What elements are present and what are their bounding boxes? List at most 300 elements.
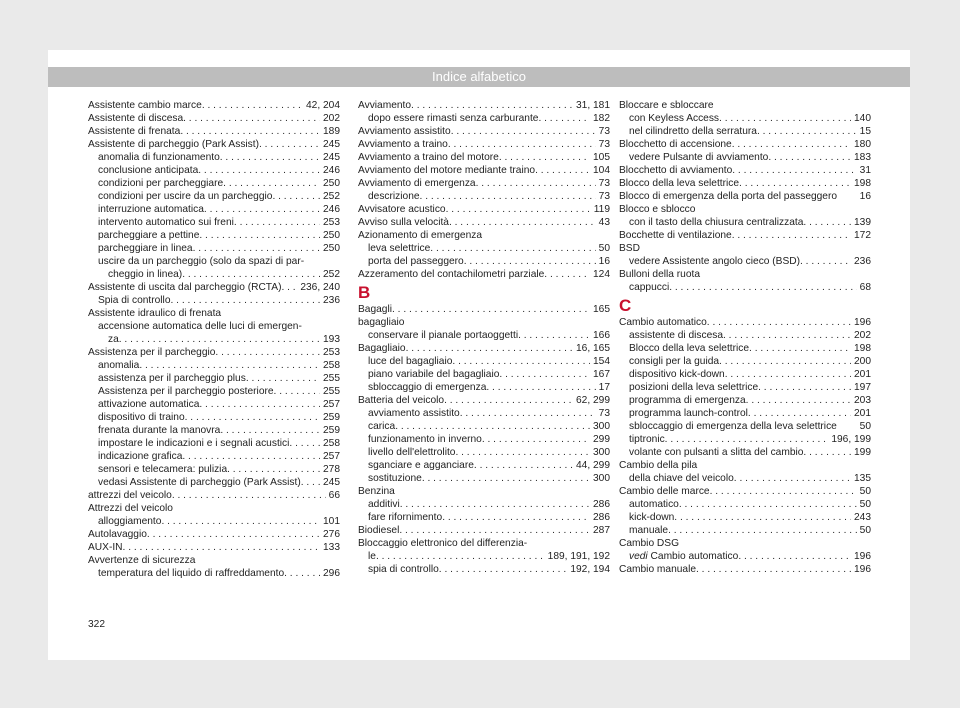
page-number: 322 bbox=[88, 619, 105, 630]
index-subentry bbox=[619, 407, 871, 420]
entry-text: Spia di controllo bbox=[98, 295, 171, 306]
index-subentry bbox=[619, 381, 871, 394]
entry-pages: 189, 191, 192 bbox=[547, 551, 610, 562]
dot-leader bbox=[679, 498, 857, 511]
entry-text: attivazione automatica bbox=[98, 399, 200, 410]
index-subentry bbox=[619, 355, 871, 368]
entry-pages: 167 bbox=[593, 369, 610, 380]
entry-pages: 287 bbox=[593, 525, 610, 536]
dot-leader bbox=[837, 420, 857, 433]
index-subentry bbox=[88, 372, 340, 385]
entry-label: Cambio automatico bbox=[650, 551, 739, 562]
entry-pages bbox=[607, 316, 610, 329]
dot-leader bbox=[803, 216, 851, 229]
dot-leader bbox=[220, 151, 320, 164]
dot-leader bbox=[173, 502, 337, 515]
entry-text: frenata durante la manovra bbox=[98, 425, 221, 436]
entry-pages: 199 bbox=[854, 447, 871, 458]
dot-leader bbox=[732, 164, 856, 177]
index-entry bbox=[358, 229, 610, 242]
entry-text: uscire da un parcheggio (solo da spazi di par- bbox=[98, 256, 305, 267]
dot-leader bbox=[448, 138, 596, 151]
dot-leader bbox=[732, 138, 851, 151]
index-subentry bbox=[619, 433, 871, 446]
index-subentry bbox=[358, 550, 610, 563]
entry-text: Avviamento di emergenza bbox=[358, 178, 476, 189]
dot-leader bbox=[734, 472, 851, 485]
entry-pages: 286 bbox=[593, 512, 610, 523]
entry-pages: 192, 194 bbox=[570, 564, 610, 575]
dot-leader bbox=[452, 355, 590, 368]
dot-leader bbox=[499, 368, 590, 381]
entry-pages: 105 bbox=[593, 152, 610, 163]
index-entry bbox=[619, 459, 871, 472]
dot-leader bbox=[259, 138, 320, 151]
entry-text: AUX-IN bbox=[88, 542, 123, 553]
dot-leader bbox=[420, 190, 596, 203]
index-entry bbox=[619, 268, 871, 281]
dot-leader bbox=[289, 437, 320, 450]
dot-leader bbox=[234, 216, 320, 229]
entry-pages: 50 bbox=[859, 486, 871, 497]
index-entry bbox=[358, 303, 610, 316]
dot-leader bbox=[538, 112, 590, 125]
entry-text: conservare il pianale portaoggetti bbox=[368, 330, 519, 341]
entry-text: tiptronic bbox=[629, 434, 665, 445]
entry-text: additivi bbox=[368, 499, 400, 510]
index-entry bbox=[619, 242, 871, 255]
index-subentry bbox=[88, 385, 340, 398]
entry-text: temperatura del liquido di raffreddamento bbox=[98, 568, 285, 579]
page-header: Indice alfabetico bbox=[48, 67, 910, 87]
entry-text: Avvisatore acustico bbox=[358, 204, 446, 215]
dot-leader bbox=[668, 524, 857, 537]
entry-text: Bloccare e sbloccare bbox=[619, 100, 714, 111]
dot-leader bbox=[123, 541, 320, 554]
index-subentry bbox=[88, 450, 340, 463]
entry-pages: 31 bbox=[859, 165, 871, 176]
entry-pages: 15 bbox=[859, 126, 871, 137]
entry-pages: 259 bbox=[323, 425, 340, 436]
entry-pages: 253 bbox=[323, 217, 340, 228]
index-subentry bbox=[358, 498, 610, 511]
dot-leader bbox=[246, 372, 320, 385]
dot-leader bbox=[460, 407, 596, 420]
dot-leader bbox=[640, 242, 868, 255]
dot-leader bbox=[499, 151, 590, 164]
entry-text: Blocchetto di avviamento bbox=[619, 165, 733, 176]
entry-pages: 246 bbox=[323, 165, 340, 176]
entry-text: vedere Assistente angolo cieco (BSD) bbox=[629, 256, 801, 267]
entry-text: sbloccaggio di emergenza della leva selettrice bbox=[629, 421, 837, 432]
dot-leader bbox=[430, 242, 595, 255]
entry-text: Bloccaggio elettronico del differenzia- bbox=[358, 538, 528, 549]
entry-pages: 257 bbox=[323, 399, 340, 410]
dot-leader bbox=[725, 368, 851, 381]
index-entry bbox=[88, 281, 340, 294]
index-subentry bbox=[358, 407, 610, 420]
entry-text: impostare le indicazioni e i segnali acustici bbox=[98, 438, 290, 449]
entry-pages: 31, 181 bbox=[576, 100, 610, 111]
index-subentry bbox=[88, 333, 340, 346]
index-subentry bbox=[88, 411, 340, 424]
entry-pages: 198 bbox=[854, 178, 871, 189]
entry-text: Avviamento assistito bbox=[358, 126, 451, 137]
entry-pages: 300 bbox=[593, 447, 610, 458]
entry-text: automatico bbox=[629, 499, 679, 510]
entry-pages bbox=[607, 229, 610, 242]
index-subentry bbox=[358, 242, 610, 255]
dot-leader bbox=[739, 177, 851, 190]
dot-leader bbox=[527, 537, 607, 550]
index-entry bbox=[619, 537, 871, 550]
entry-text: funzionamento in inverno bbox=[368, 434, 482, 445]
dot-leader bbox=[221, 307, 337, 320]
entry-pages: 198 bbox=[854, 343, 871, 354]
entry-text: Cambio manuale bbox=[619, 564, 697, 575]
entry-pages: 296 bbox=[323, 568, 340, 579]
dot-leader bbox=[518, 329, 590, 342]
index-subentry bbox=[88, 151, 340, 164]
dot-leader bbox=[486, 381, 595, 394]
dot-leader bbox=[482, 229, 607, 242]
entry-pages: 50 bbox=[859, 499, 871, 510]
dot-leader bbox=[748, 407, 851, 420]
index-subentry bbox=[619, 342, 871, 355]
index-subentry bbox=[358, 459, 610, 472]
entry-pages: 299 bbox=[593, 434, 610, 445]
index-entry bbox=[358, 125, 610, 138]
dot-leader bbox=[404, 316, 607, 329]
dot-leader bbox=[284, 567, 320, 580]
entry-pages: 62, 299 bbox=[576, 395, 610, 406]
dot-leader bbox=[182, 450, 320, 463]
index-subentry bbox=[358, 420, 610, 433]
section-letter: B bbox=[358, 283, 371, 302]
index-entry bbox=[358, 177, 610, 190]
entry-text: manuale bbox=[629, 525, 669, 536]
dot-leader bbox=[732, 229, 851, 242]
entry-pages: 255 bbox=[323, 386, 340, 397]
entry-text: Cambio DSG bbox=[619, 538, 680, 549]
dot-leader bbox=[411, 99, 573, 112]
dot-leader bbox=[185, 411, 320, 424]
entry-pages bbox=[607, 485, 610, 498]
index-entry bbox=[88, 489, 340, 502]
entry-text: dispositivo di traino bbox=[98, 412, 185, 423]
index-subentry bbox=[88, 424, 340, 437]
entry-pages: 139 bbox=[854, 217, 871, 228]
entry-text: spia di controllo bbox=[368, 564, 439, 575]
index-entry bbox=[619, 177, 871, 190]
dot-leader bbox=[669, 281, 856, 294]
index-subentry bbox=[358, 112, 610, 125]
entry-text: Avviso sulla velocità bbox=[358, 217, 449, 228]
index-entry bbox=[358, 537, 610, 550]
entry-pages: 193 bbox=[323, 334, 340, 345]
dot-leader bbox=[714, 99, 868, 112]
entry-text: Bagagli bbox=[358, 304, 392, 315]
entry-pages: 196, 199 bbox=[831, 434, 871, 445]
index-subentry bbox=[358, 511, 610, 524]
entry-pages: 166 bbox=[593, 330, 610, 341]
entry-text: della chiave del veicolo bbox=[629, 473, 734, 484]
dot-leader bbox=[679, 537, 868, 550]
index-subentry bbox=[619, 329, 871, 342]
dot-leader bbox=[476, 177, 596, 190]
index-subentry bbox=[88, 476, 340, 489]
entry-text: Autolavaggio bbox=[88, 529, 147, 540]
entry-text: condizioni per uscire da un parcheggio bbox=[98, 191, 273, 202]
entry-text: alloggiamento bbox=[98, 516, 162, 527]
dot-leader bbox=[719, 112, 851, 125]
dot-leader bbox=[695, 203, 868, 216]
dot-leader bbox=[482, 433, 590, 446]
entry-pages: 16 bbox=[598, 256, 610, 267]
dot-leader bbox=[738, 550, 851, 563]
entry-pages: 180 bbox=[854, 139, 871, 150]
index-subentry bbox=[88, 203, 340, 216]
entry-pages: 101 bbox=[323, 516, 340, 527]
dot-leader bbox=[455, 446, 590, 459]
entry-pages bbox=[868, 537, 871, 550]
index-subentry bbox=[88, 268, 340, 281]
index-subentry bbox=[619, 446, 871, 459]
entry-text: Blocco e sblocco bbox=[619, 204, 696, 215]
entry-text: piano variabile del bagagliaio bbox=[368, 369, 500, 380]
entry-pages: 133 bbox=[323, 542, 340, 553]
index-entry bbox=[619, 99, 871, 112]
dot-leader bbox=[446, 203, 591, 216]
entry-text: Assistente di uscita dal parcheggio (RCTA) bbox=[88, 282, 282, 293]
entry-pages: 196 bbox=[854, 551, 871, 562]
entry-pages: 16 bbox=[859, 191, 871, 202]
index-subentry bbox=[88, 398, 340, 411]
entry-pages: 245 bbox=[323, 139, 340, 150]
entry-pages: 203 bbox=[854, 395, 871, 406]
dot-leader bbox=[395, 420, 590, 433]
entry-text: Avvertenze di sicurezza bbox=[88, 555, 196, 566]
entry-pages: 300 bbox=[593, 473, 610, 484]
entry-pages bbox=[607, 537, 610, 550]
entry-pages: 200 bbox=[854, 356, 871, 367]
entry-text: Blocchetto di accensione bbox=[619, 139, 732, 150]
index-subentry bbox=[88, 294, 340, 307]
entry-text: sganciare e agganciare bbox=[368, 460, 474, 471]
entry-pages: 73 bbox=[598, 139, 610, 150]
entry-text: fare rifornimento bbox=[368, 512, 443, 523]
entry-pages: 50 bbox=[859, 421, 871, 432]
dot-leader bbox=[442, 511, 590, 524]
entry-text: avviamento assistito bbox=[368, 408, 460, 419]
index-entry bbox=[88, 528, 340, 541]
index-entry bbox=[358, 151, 610, 164]
entry-text: Cambio delle marce bbox=[619, 486, 710, 497]
entry-text: parcheggiare in linea bbox=[98, 243, 193, 254]
index-entry bbox=[619, 138, 871, 151]
index-entry bbox=[88, 502, 340, 515]
entry-pages: 183 bbox=[854, 152, 871, 163]
dot-leader bbox=[198, 164, 320, 177]
index-entry bbox=[358, 316, 610, 329]
entry-pages: 50 bbox=[598, 243, 610, 254]
dot-leader bbox=[180, 125, 320, 138]
dot-leader bbox=[444, 394, 573, 407]
index-subentry bbox=[619, 216, 871, 229]
index-entry bbox=[88, 112, 340, 125]
index-subentry bbox=[88, 216, 340, 229]
entry-pages: 257 bbox=[323, 451, 340, 462]
entry-text: Assistente di parcheggio (Park Assist) bbox=[88, 139, 259, 150]
entry-text: bagagliaio bbox=[358, 317, 405, 328]
index-subentry bbox=[88, 437, 340, 450]
entry-text: Blocco di emergenza della porta del passeggero bbox=[619, 191, 838, 202]
entry-text: Blocco della leva selettrice bbox=[619, 178, 740, 189]
dot-leader bbox=[451, 125, 596, 138]
entry-pages: 124 bbox=[593, 269, 610, 280]
entry-pages: 42, 204 bbox=[306, 100, 340, 111]
entry-pages: 66 bbox=[328, 490, 340, 501]
index-column-3 bbox=[619, 99, 871, 576]
entry-pages: 182 bbox=[593, 113, 610, 124]
entry-text: con il tasto della chiusura centralizzata bbox=[629, 217, 804, 228]
entry-pages: 245 bbox=[323, 152, 340, 163]
entry-text: programma di emergenza bbox=[629, 395, 746, 406]
entry-pages: 189 bbox=[323, 126, 340, 137]
entry-text: consigli per la guida bbox=[629, 356, 720, 367]
dot-leader bbox=[392, 303, 590, 316]
entry-pages: 140 bbox=[854, 113, 871, 124]
entry-pages: 236 bbox=[854, 256, 871, 267]
entry-text: Assistenza per il parcheggio bbox=[88, 347, 216, 358]
entry-text: con Keyless Access bbox=[629, 113, 720, 124]
dot-leader bbox=[400, 498, 590, 511]
dot-leader bbox=[758, 381, 851, 394]
entry-pages: 252 bbox=[323, 269, 340, 280]
entry-text: Blocco della leva selettrice bbox=[629, 343, 750, 354]
entry-pages: 104 bbox=[593, 165, 610, 176]
dot-leader bbox=[193, 242, 320, 255]
index-entry bbox=[619, 229, 871, 242]
entry-text: Cambio della pila bbox=[619, 460, 698, 471]
index-entry bbox=[88, 346, 340, 359]
entry-pages bbox=[337, 320, 340, 333]
index-subentry bbox=[88, 229, 340, 242]
index-entry bbox=[619, 164, 871, 177]
dot-leader bbox=[147, 528, 320, 541]
entry-text: interruzione automatica bbox=[98, 204, 204, 215]
dot-leader bbox=[281, 281, 297, 294]
entry-text: Batteria del veicolo bbox=[358, 395, 445, 406]
entry-text: cappucci bbox=[629, 282, 670, 293]
index-subentry bbox=[619, 420, 871, 433]
index-subentry bbox=[619, 151, 871, 164]
index-subentry bbox=[358, 255, 610, 268]
entry-text: sostituzione bbox=[368, 473, 422, 484]
dot-leader bbox=[161, 515, 320, 528]
dot-leader bbox=[449, 216, 596, 229]
entry-pages bbox=[337, 502, 340, 515]
entry-pages: 16, 165 bbox=[576, 343, 610, 354]
entry-pages: 73 bbox=[598, 408, 610, 419]
dot-leader bbox=[220, 424, 320, 437]
entry-pages: 250 bbox=[323, 243, 340, 254]
entry-text: dopo essere rimasti senza carburante bbox=[368, 113, 539, 124]
dot-leader bbox=[301, 476, 320, 489]
entry-text: Attrezzi del veicolo bbox=[88, 503, 173, 514]
dot-leader bbox=[757, 125, 857, 138]
entry-pages: 252 bbox=[323, 191, 340, 202]
entry-text: programma launch-control bbox=[629, 408, 748, 419]
dot-leader bbox=[535, 164, 590, 177]
index-subentry bbox=[358, 381, 610, 394]
entry-pages: 43 bbox=[598, 217, 610, 228]
entry-text: vedere Pulsante di avviamento bbox=[629, 152, 769, 163]
entry-pages: 300 bbox=[593, 421, 610, 432]
dot-leader bbox=[183, 112, 320, 125]
dot-leader bbox=[139, 359, 320, 372]
dot-leader bbox=[227, 463, 320, 476]
entry-text: intervento automatico sui freni bbox=[98, 217, 234, 228]
dot-leader bbox=[674, 511, 851, 524]
dot-leader bbox=[272, 190, 320, 203]
index-subentry bbox=[358, 563, 610, 576]
entry-pages: 245 bbox=[323, 477, 340, 488]
entry-pages: 250 bbox=[323, 178, 340, 189]
entry-text: vedasi Assistente di parcheggio (Park Assist) bbox=[98, 477, 301, 488]
entry-text: cheggio in linea) bbox=[108, 269, 183, 280]
dot-leader bbox=[274, 385, 320, 398]
entry-pages: 255 bbox=[323, 373, 340, 384]
index-subentry bbox=[88, 255, 340, 268]
dot-leader bbox=[195, 554, 337, 567]
entry-pages bbox=[337, 255, 340, 268]
entry-text: sbloccaggio di emergenza bbox=[368, 382, 487, 393]
dot-leader bbox=[719, 355, 851, 368]
entry-pages bbox=[868, 203, 871, 216]
index-column-2 bbox=[358, 99, 610, 576]
entry-pages: 276 bbox=[323, 529, 340, 540]
entry-text: Bulloni della ruota bbox=[619, 269, 700, 280]
dot-leader bbox=[700, 268, 868, 281]
dot-leader bbox=[800, 255, 851, 268]
entry-text: Azionamento di emergenza bbox=[358, 230, 483, 241]
index-entry bbox=[358, 138, 610, 151]
entry-text: livello dell'elettrolito bbox=[368, 447, 456, 458]
entry-text: assistenza per il parcheggio plus bbox=[98, 373, 246, 384]
entry-pages: 201 bbox=[854, 369, 871, 380]
index-subentry bbox=[619, 125, 871, 138]
dot-leader bbox=[723, 329, 851, 342]
index-subentry bbox=[358, 368, 610, 381]
entry-text: leva selettrice bbox=[368, 243, 431, 254]
index-subentry bbox=[88, 359, 340, 372]
entry-text: conclusione anticipata bbox=[98, 165, 199, 176]
index-entry bbox=[358, 164, 610, 177]
index-subentry bbox=[619, 524, 871, 537]
index-subentry bbox=[88, 242, 340, 255]
entry-pages: 202 bbox=[854, 330, 871, 341]
entry-text: za bbox=[108, 334, 119, 345]
entry-text: descrizione bbox=[368, 191, 420, 202]
dot-leader bbox=[749, 342, 851, 355]
index-subentry bbox=[619, 498, 871, 511]
entry-text: carica bbox=[368, 421, 396, 432]
entry-text bbox=[629, 550, 738, 563]
entry-pages: 236 bbox=[323, 295, 340, 306]
dot-leader bbox=[464, 255, 596, 268]
index-entry bbox=[88, 99, 340, 112]
